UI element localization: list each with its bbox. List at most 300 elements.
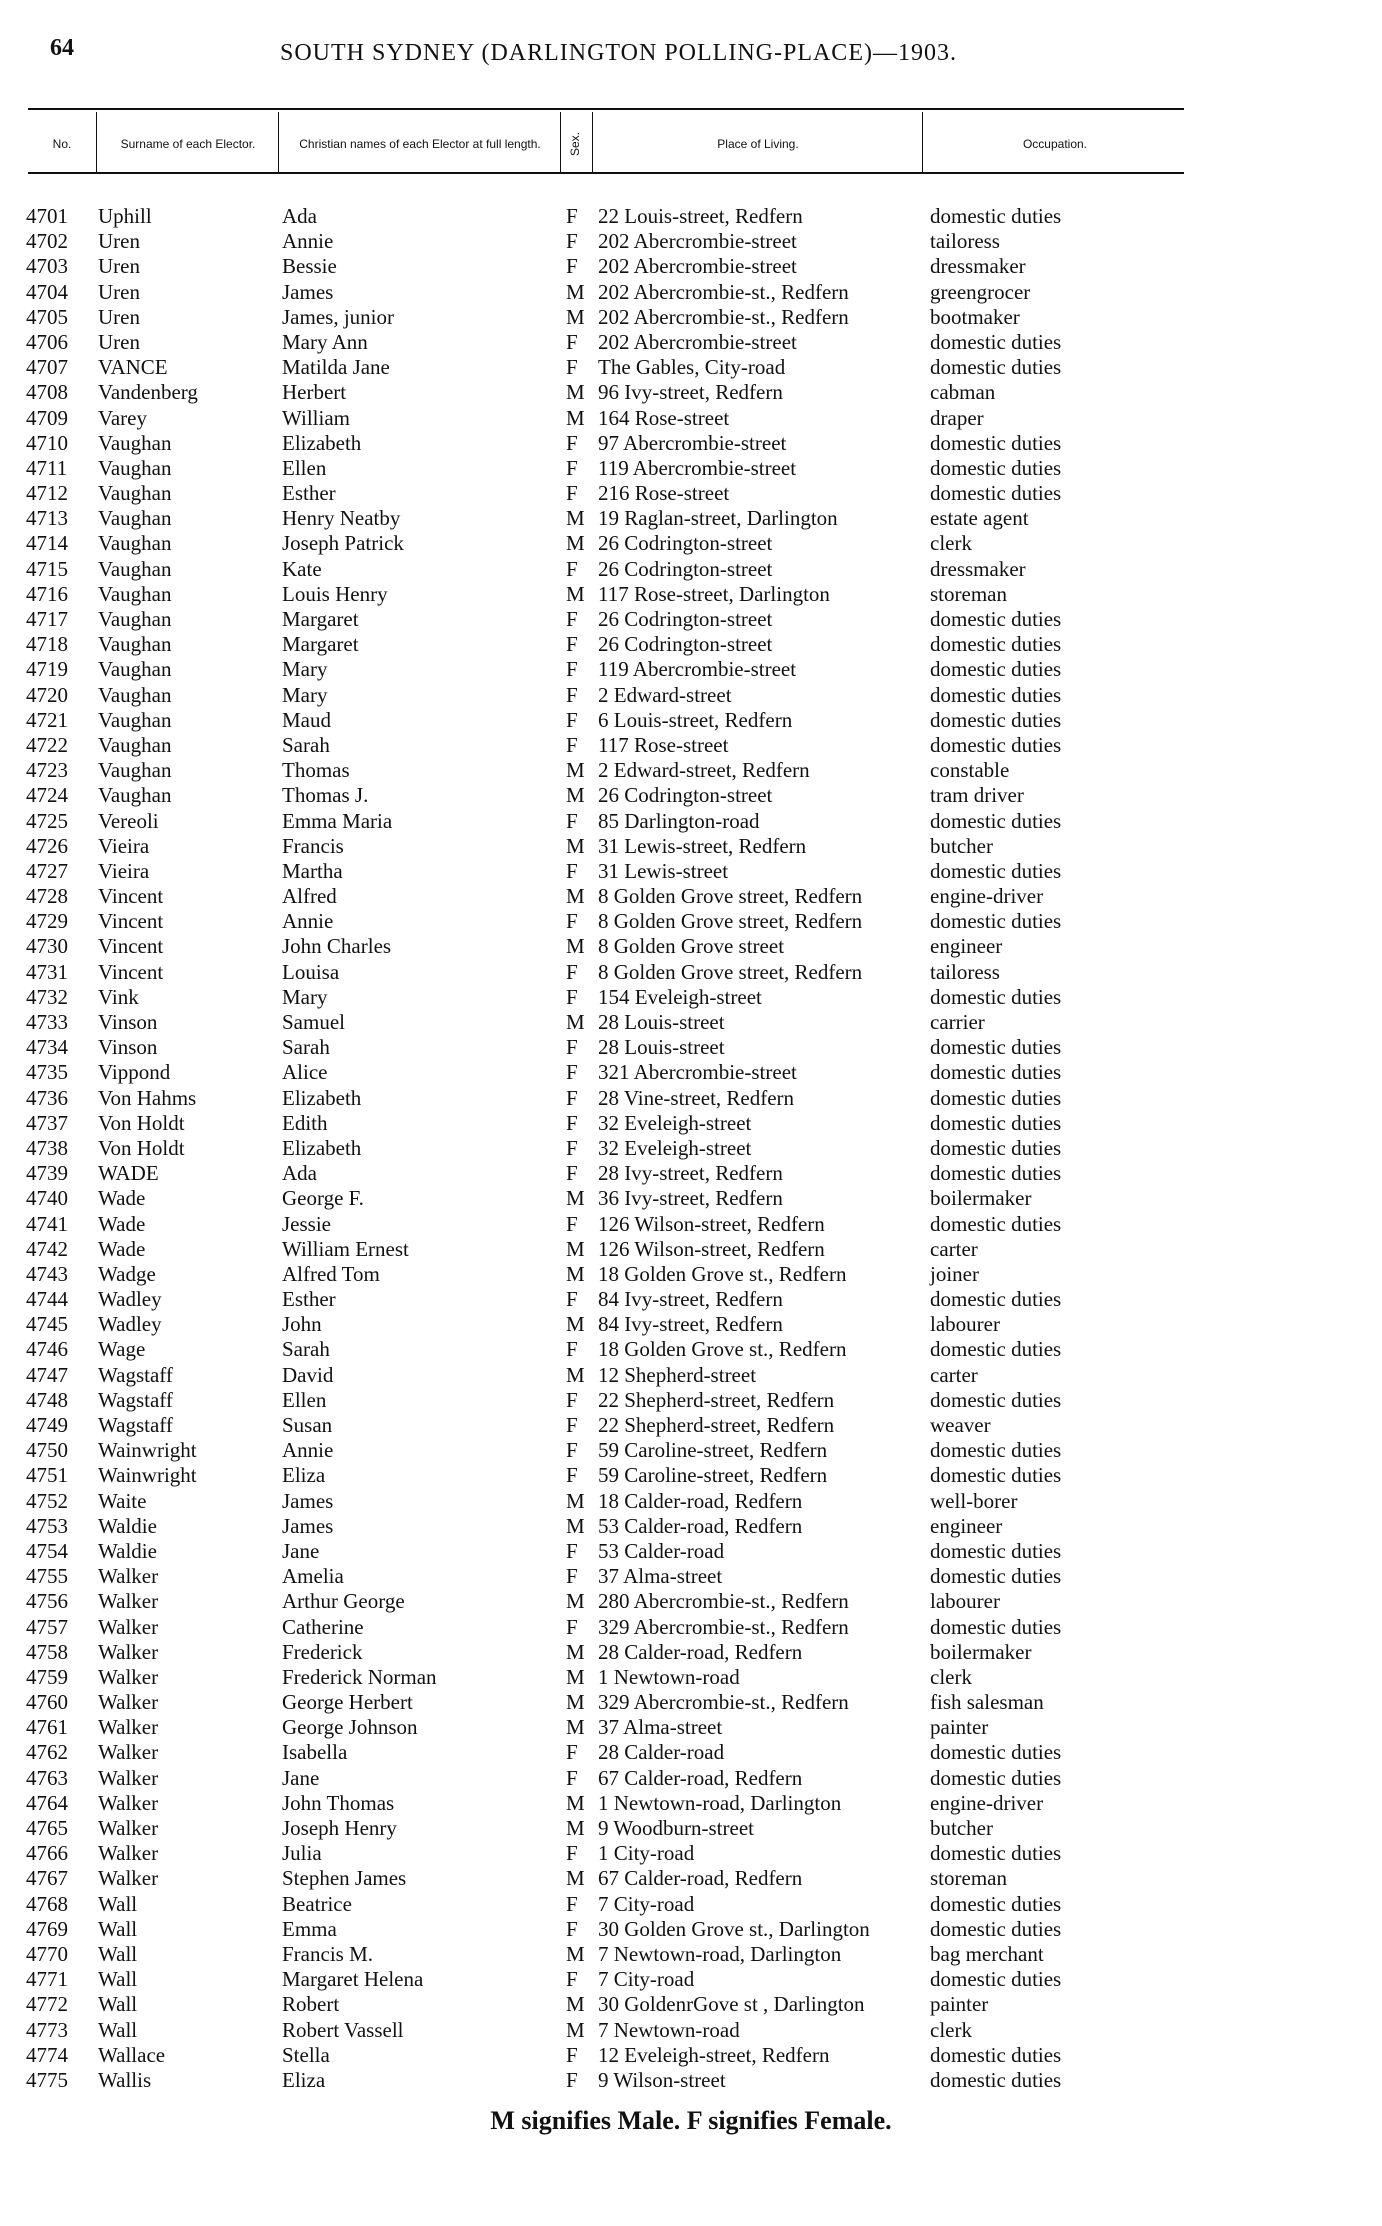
elector-surname: Wagstaff (98, 1387, 173, 1412)
elector-place-of-living: 202 Abercrombie-st., Redfern (598, 304, 849, 329)
elector-place-of-living: 30 Golden Grove st., Darlington (598, 1916, 870, 1941)
elector-occupation: domestic duties (930, 1060, 1062, 1085)
elector-christian-names: Annie (282, 909, 334, 934)
elector-place-of-living: 7 City-road (598, 1967, 695, 1992)
elector-number: 4710 (26, 430, 68, 455)
elector-christian-names: Alice (282, 1060, 328, 1085)
elector-occupation: joiner (930, 1261, 979, 1286)
elector-sex: M (566, 1488, 585, 1513)
elector-christian-names: Annie (282, 229, 334, 254)
elector-number: 4771 (26, 1967, 68, 1992)
elector-place-of-living: 84 Ivy-street, Redfern (598, 1287, 783, 1312)
elector-christian-names: Ellen (282, 455, 327, 480)
elector-place-of-living: 9 Wilson-street (598, 2067, 726, 2092)
elector-number: 4773 (26, 2017, 68, 2042)
elector-sex: F (566, 707, 578, 732)
elector-row (0, 708, 1382, 733)
elector-christian-names: Mary (282, 984, 328, 1009)
elector-place-of-living: 8 Golden Grove street (598, 934, 785, 959)
elector-christian-names: Bessie (282, 254, 337, 279)
header-top-rule (28, 108, 1184, 110)
elector-place-of-living: 31 Lewis-street (598, 858, 729, 883)
elector-row (0, 607, 1382, 632)
elector-row (0, 1363, 1382, 1388)
elector-number: 4748 (26, 1387, 68, 1412)
elector-row (0, 1463, 1382, 1488)
elector-christian-names: Herbert (282, 380, 347, 405)
elector-christian-names: James (282, 279, 334, 304)
elector-number: 4750 (26, 1438, 68, 1463)
elector-christian-names: William (282, 405, 350, 430)
elector-surname: Von Holdt (98, 1110, 185, 1135)
elector-christian-names: George Johnson (282, 1715, 418, 1740)
elector-occupation: fish salesman (930, 1690, 1044, 1715)
elector-place-of-living: 7 City-road (598, 1891, 695, 1916)
elector-row (0, 2043, 1382, 2068)
elector-row (0, 1287, 1382, 1312)
elector-surname: Waldie (98, 1513, 157, 1538)
elector-number: 4718 (26, 632, 68, 657)
elector-christian-names: Maud (282, 707, 331, 732)
elector-surname: Uren (98, 229, 140, 254)
elector-row (0, 909, 1382, 934)
elector-place-of-living: 28 Calder-road (598, 1740, 725, 1765)
elector-surname: Uren (98, 279, 140, 304)
elector-place-of-living: 12 Shepherd-street (598, 1362, 757, 1387)
elector-surname: Vincent (98, 909, 164, 934)
elector-christian-names: Joseph Patrick (282, 531, 404, 556)
elector-sex: M (566, 783, 585, 808)
elector-number: 4703 (26, 254, 68, 279)
elector-christian-names: Eliza (282, 1463, 326, 1488)
elector-row (0, 1866, 1382, 1891)
elector-occupation: domestic duties (930, 909, 1062, 934)
elector-surname: Vaughan (98, 607, 172, 631)
elector-surname: Walker (98, 1841, 159, 1866)
elector-occupation: constable (930, 758, 1010, 783)
elector-sex: M (566, 279, 585, 304)
elector-surname: Vaughan (98, 682, 172, 707)
elector-place-of-living: 119 Abercrombie-street (598, 455, 797, 480)
elector-place-of-living: 37 Alma-street (598, 1715, 723, 1740)
elector-number: 4712 (26, 481, 68, 506)
elector-surname: Wadley (98, 1312, 162, 1337)
elector-place-of-living: 28 Vine-street, Redfern (598, 1085, 795, 1110)
elector-number: 4728 (26, 884, 68, 909)
elector-christian-names: Alfred Tom (282, 1261, 380, 1286)
elector-place-of-living: 59 Caroline-street, Redfern (598, 1463, 828, 1488)
elector-christian-names: Robert Vassell (282, 2017, 404, 2042)
elector-place-of-living: 28 Louis-street (598, 1035, 725, 1060)
elector-christian-names: Martha (282, 858, 343, 883)
elector-sex: F (566, 204, 578, 228)
elector-christian-names: Mary (282, 682, 328, 707)
elector-surname: Wallis (98, 2067, 152, 2092)
elector-place-of-living: 22 Shepherd-street, Redfern (598, 1387, 835, 1412)
elector-row (0, 1237, 1382, 1262)
elector-place-of-living: 1 City-road (598, 1841, 695, 1866)
elector-place-of-living: 67 Calder-road, Redfern (598, 1765, 803, 1790)
elector-row (0, 1740, 1382, 1765)
elector-surname: Vaughan (98, 481, 172, 506)
elector-sex: M (566, 1941, 585, 1966)
elector-number: 4705 (26, 304, 68, 329)
elector-row (0, 557, 1382, 582)
elector-sex: F (566, 1211, 578, 1236)
col-header-christian: Christian names of each Elector at full length. (299, 137, 541, 151)
elector-place-of-living: 202 Abercrombie-street (598, 229, 797, 254)
elector-number: 4736 (26, 1085, 68, 1110)
elector-row (0, 1312, 1382, 1337)
elector-sex: F (566, 355, 578, 380)
elector-number: 4742 (26, 1236, 68, 1261)
elector-place-of-living: 26 Codrington-street (598, 531, 773, 556)
elector-sex: M (566, 1866, 585, 1891)
elector-row (0, 1766, 1382, 1791)
elector-place-of-living: 26 Codrington-street (598, 632, 773, 657)
elector-sex: F (566, 732, 578, 757)
elector-sex: F (566, 1967, 578, 1992)
elector-number: 4758 (26, 1639, 68, 1664)
elector-christian-names: John Thomas (282, 1790, 395, 1815)
elector-christian-names: Stella (282, 2042, 330, 2067)
elector-surname: Vaughan (98, 632, 172, 657)
elector-surname: Vaughan (98, 758, 172, 783)
elector-row (0, 985, 1382, 1010)
elector-sex: F (566, 1841, 578, 1866)
elector-surname: Wagstaff (98, 1413, 173, 1437)
elector-row (0, 1690, 1382, 1715)
elector-surname: Walker (98, 1715, 159, 1740)
elector-sex: F (566, 1438, 578, 1463)
elector-sex: F (566, 657, 578, 682)
elector-occupation: tram driver (930, 783, 1024, 808)
elector-number: 4760 (26, 1690, 68, 1715)
page-number: 64 (50, 35, 74, 61)
elector-occupation: domestic duties (930, 1337, 1062, 1362)
elector-number: 4714 (26, 531, 68, 556)
elector-row (0, 1337, 1382, 1362)
elector-christian-names: Stephen James (282, 1866, 407, 1891)
elector-number: 4704 (26, 279, 68, 304)
elector-occupation: painter (930, 1992, 989, 2017)
elector-place-of-living: 2 Edward-street (598, 682, 732, 707)
elector-number: 4724 (26, 783, 68, 808)
elector-row (0, 733, 1382, 758)
elector-place-of-living: 36 Ivy-street, Redfern (598, 1186, 783, 1211)
elector-occupation: clerk (930, 531, 972, 556)
elector-place-of-living: 1 Newtown-road, Darlington (598, 1790, 842, 1815)
elector-place-of-living: 18 Calder-road, Redfern (598, 1488, 803, 1513)
elector-place-of-living: 7 Newtown-road (598, 2017, 740, 2042)
elector-row (0, 1262, 1382, 1287)
elector-surname: Vaughan (98, 581, 172, 606)
elector-surname: Vaughan (98, 556, 172, 581)
elector-christian-names: George Herbert (282, 1690, 413, 1715)
elector-sex: F (566, 1035, 578, 1060)
elector-occupation: carter (930, 1236, 978, 1261)
elector-christian-names: Esther (282, 481, 336, 506)
elector-row (0, 1539, 1382, 1564)
elector-row (0, 1992, 1382, 2017)
elector-surname: Uphill (98, 204, 152, 228)
elector-surname: Walker (98, 1639, 159, 1664)
elector-number: 4763 (26, 1765, 68, 1790)
elector-sex: M (566, 581, 585, 606)
elector-sex: M (566, 506, 585, 531)
elector-row (0, 783, 1382, 808)
elector-row (0, 1514, 1382, 1539)
elector-number: 4701 (26, 204, 68, 228)
elector-christian-names: David (282, 1362, 334, 1387)
elector-christian-names: Isabella (282, 1740, 348, 1765)
col-header-surname: Surname of each Elector. (120, 137, 256, 151)
col-divider (96, 112, 97, 172)
elector-number: 4754 (26, 1538, 68, 1563)
elector-number: 4769 (26, 1916, 68, 1941)
elector-place-of-living: 19 Raglan-street, Darlington (598, 506, 838, 531)
elector-row (0, 254, 1382, 279)
elector-christian-names: Catherine (282, 1614, 364, 1639)
elector-occupation: tailoress (930, 229, 1000, 254)
elector-row (0, 1438, 1382, 1463)
elector-sex: M (566, 1690, 585, 1715)
elector-surname: Vereoli (98, 808, 159, 833)
elector-sex: F (566, 455, 578, 480)
elector-sex: F (566, 1135, 578, 1160)
elector-christian-names: James, junior (282, 304, 394, 329)
elector-occupation: domestic duties (930, 808, 1062, 833)
elector-christian-names: Edith (282, 1110, 328, 1135)
elector-place-of-living: 1 Newtown-road (598, 1664, 740, 1689)
elector-christian-names: Margaret (282, 632, 359, 657)
elector-row (0, 657, 1382, 682)
elector-row (0, 758, 1382, 783)
elector-sex: M (566, 758, 585, 783)
col-divider (278, 112, 279, 172)
elector-occupation: domestic duties (930, 632, 1062, 657)
elector-surname: Walker (98, 1564, 159, 1589)
elector-surname: Von Hahms (98, 1085, 197, 1110)
elector-place-of-living: 26 Codrington-street (598, 556, 773, 581)
elector-occupation: domestic duties (930, 732, 1062, 757)
elector-christian-names: Ada (282, 1161, 317, 1186)
elector-place-of-living: 117 Rose-street (598, 732, 729, 757)
elector-occupation: engine-driver (930, 884, 1044, 909)
elector-number: 4715 (26, 556, 68, 581)
col-header-sex (560, 120, 590, 168)
elector-christian-names: Elizabeth (282, 1085, 362, 1110)
elector-place-of-living: 37 Alma-street (598, 1564, 723, 1589)
elector-place-of-living: 28 Calder-road, Redfern (598, 1639, 803, 1664)
elector-surname: Uren (98, 304, 140, 329)
elector-sex: F (566, 1614, 578, 1639)
elector-occupation: engineer (930, 934, 1003, 959)
elector-place-of-living: 26 Codrington-street (598, 783, 773, 808)
elector-surname: Vincent (98, 959, 164, 984)
elector-surname: Vieira (98, 858, 150, 883)
elector-row (0, 859, 1382, 884)
elector-christian-names: George F. (282, 1186, 364, 1211)
elector-sex: F (566, 1060, 578, 1085)
elector-row (0, 1212, 1382, 1237)
elector-sex: F (566, 1413, 578, 1437)
elector-surname: Vaughan (98, 430, 172, 455)
elector-place-of-living: 28 Louis-street (598, 1010, 725, 1034)
elector-surname: Vaughan (98, 531, 172, 556)
elector-occupation: dressmaker (930, 556, 1026, 581)
elector-row (0, 1010, 1382, 1035)
elector-surname: Walker (98, 1866, 159, 1891)
elector-christian-names: Elizabeth (282, 1135, 362, 1160)
elector-sex: F (566, 1387, 578, 1412)
elector-number: 4716 (26, 581, 68, 606)
elector-occupation: domestic duties (930, 1463, 1062, 1488)
elector-sex: M (566, 405, 585, 430)
elector-christian-names: Thomas J. (282, 783, 369, 808)
elector-surname: Vaughan (98, 732, 172, 757)
elector-row (0, 380, 1382, 405)
elector-row (0, 834, 1382, 859)
elector-row (0, 934, 1382, 959)
elector-place-of-living: 329 Abercrombie-st., Redfern (598, 1690, 849, 1715)
elector-number: 4740 (26, 1186, 68, 1211)
elector-row (0, 1665, 1382, 1690)
elector-surname: Wade (98, 1211, 146, 1236)
elector-number: 4721 (26, 707, 68, 732)
elector-sex: M (566, 1790, 585, 1815)
elector-number: 4756 (26, 1589, 68, 1614)
elector-row (0, 1917, 1382, 1942)
elector-surname: Waldie (98, 1538, 157, 1563)
elector-row (0, 280, 1382, 305)
elector-occupation: domestic duties (930, 204, 1062, 228)
elector-occupation: domestic duties (930, 707, 1062, 732)
elector-number: 4749 (26, 1413, 68, 1437)
elector-christian-names: Emma (282, 1916, 337, 1941)
elector-place-of-living: 329 Abercrombie-st., Redfern (598, 1614, 849, 1639)
elector-place-of-living: 8 Golden Grove street, Redfern (598, 959, 863, 984)
elector-number: 4765 (26, 1816, 68, 1840)
elector-sex: F (566, 858, 578, 883)
elector-sex: F (566, 909, 578, 934)
elector-occupation: domestic duties (930, 1614, 1062, 1639)
elector-row (0, 1413, 1382, 1438)
elector-number: 4767 (26, 1866, 68, 1891)
elector-sex: M (566, 1816, 585, 1840)
elector-number: 4752 (26, 1488, 68, 1513)
elector-place-of-living: 126 Wilson-street, Redfern (598, 1236, 825, 1261)
elector-number: 4731 (26, 959, 68, 984)
elector-sex: F (566, 1110, 578, 1135)
elector-row (0, 456, 1382, 481)
elector-number: 4707 (26, 355, 68, 380)
elector-christian-names: Margaret (282, 607, 359, 631)
elector-occupation: domestic duties (930, 1438, 1062, 1463)
elector-number: 4723 (26, 758, 68, 783)
elector-row (0, 1035, 1382, 1060)
elector-sex: F (566, 808, 578, 833)
elector-occupation: domestic duties (930, 1765, 1062, 1790)
elector-christian-names: Beatrice (282, 1891, 352, 1916)
elector-row (0, 809, 1382, 834)
elector-number: 4746 (26, 1337, 68, 1362)
elector-christian-names: Jane (282, 1538, 320, 1563)
elector-row (0, 1136, 1382, 1161)
elector-number: 4722 (26, 732, 68, 757)
page-title: SOUTH SYDNEY (DARLINGTON POLLING-PLACE)—1903. (280, 40, 957, 66)
elector-number: 4757 (26, 1614, 68, 1639)
elector-christian-names: Margaret Helena (282, 1967, 424, 1992)
elector-occupation: boilermaker (930, 1639, 1032, 1664)
elector-place-of-living: 202 Abercrombie-street (598, 254, 797, 279)
elector-christian-names: Sarah (282, 1337, 330, 1362)
elector-sex: F (566, 984, 578, 1009)
elector-surname: Wade (98, 1236, 146, 1261)
elector-christian-names: Amelia (282, 1564, 344, 1589)
elector-surname: Vippond (98, 1060, 171, 1085)
elector-place-of-living: 28 Ivy-street, Redfern (598, 1161, 783, 1186)
elector-number: 4729 (26, 909, 68, 934)
elector-place-of-living: 6 Louis-street, Redfern (598, 707, 793, 732)
elector-christian-names: Jane (282, 1765, 320, 1790)
elector-occupation: domestic duties (930, 2042, 1062, 2067)
elector-number: 4764 (26, 1790, 68, 1815)
elector-occupation: domestic duties (930, 430, 1062, 455)
elector-sex: M (566, 2017, 585, 2042)
elector-row (0, 1589, 1382, 1614)
elector-sex: M (566, 1513, 585, 1538)
elector-place-of-living: 7 Newtown-road, Darlington (598, 1941, 842, 1966)
elector-surname: Vandenberg (98, 380, 198, 405)
elector-sex: M (566, 833, 585, 858)
elector-row (0, 330, 1382, 355)
elector-row (0, 229, 1382, 254)
elector-sex: F (566, 1916, 578, 1941)
elector-number: 4774 (26, 2042, 68, 2067)
elector-number: 4708 (26, 380, 68, 405)
elector-sex: F (566, 1161, 578, 1186)
elector-row (0, 1640, 1382, 1665)
elector-number: 4745 (26, 1312, 68, 1337)
elector-number: 4725 (26, 808, 68, 833)
elector-surname: Vaughan (98, 657, 172, 682)
elector-sex: F (566, 1337, 578, 1362)
elector-surname: Vaughan (98, 707, 172, 732)
elector-sex: F (566, 1538, 578, 1563)
elector-christian-names: Matilda Jane (282, 355, 390, 380)
elector-occupation: domestic duties (930, 1891, 1062, 1916)
elector-sex: F (566, 607, 578, 631)
elector-occupation: domestic duties (930, 1110, 1062, 1135)
elector-surname: Uren (98, 254, 140, 279)
elector-row (0, 1388, 1382, 1413)
elector-place-of-living: 53 Calder-road, Redfern (598, 1513, 803, 1538)
col-divider (592, 112, 593, 172)
elector-number: 4775 (26, 2067, 68, 2092)
elector-surname: WADE (98, 1161, 159, 1186)
elector-row (0, 1892, 1382, 1917)
elector-surname: Wade (98, 1186, 146, 1211)
col-header-sex-label: Sex. (567, 131, 582, 157)
elector-row (0, 1111, 1382, 1136)
elector-surname: Walker (98, 1816, 159, 1840)
elector-christian-names: Sarah (282, 1035, 330, 1060)
elector-christian-names: John Charles (282, 934, 392, 959)
elector-christian-names: Alfred (282, 884, 337, 909)
elector-row (0, 1161, 1382, 1186)
elector-occupation: domestic duties (930, 1740, 1062, 1765)
